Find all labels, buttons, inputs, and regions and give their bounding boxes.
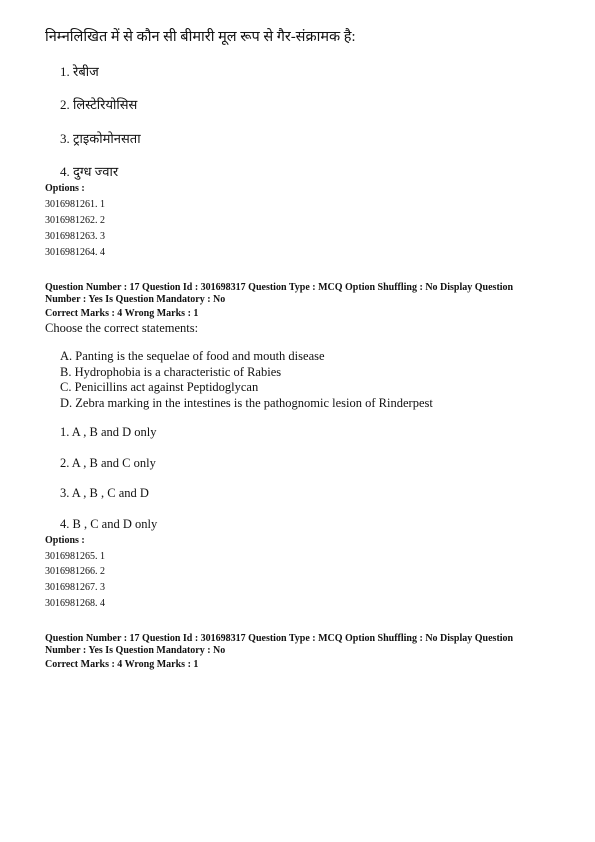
marks-line: Correct Marks : 4 Wrong Marks : 1 xyxy=(45,659,199,670)
question-meta-line: Question Number : 17 Question Id : 301698317 Question Type : MCQ Option Shuffling : No Display Question xyxy=(45,633,514,644)
option-id: 3016981262. 2 xyxy=(45,215,105,226)
option-id: 3016981267. 3 xyxy=(45,582,105,593)
question-text: Choose the correct statements: xyxy=(45,321,199,335)
answer-choice: 4. B , C and D only xyxy=(60,517,158,531)
answer-choice: 1. A , B and D only xyxy=(60,425,157,439)
question-meta-line: Question Number : 17 Question Id : 301698317 Question Type : MCQ Option Shuffling : No Display Question xyxy=(45,282,514,293)
answer-choice: 3. A , B , C and D xyxy=(60,486,149,500)
answer-choice: 2. A , B and C only xyxy=(60,456,156,470)
question-meta-line: Number : Yes Is Question Mandatory : No xyxy=(45,645,226,656)
answer-choice: 1. रेबीज xyxy=(60,64,99,79)
option-id: 3016981265. 1 xyxy=(45,551,105,562)
question-text: निम्नलिखित में से कौन सी बीमारी मूल रूप से गैर-संक्रामक है: xyxy=(45,29,356,45)
statement: A. Panting is the sequelae of food and mouth disease xyxy=(60,349,325,363)
option-id: 3016981261. 1 xyxy=(45,199,105,210)
statement: D. Zebra marking in the intestines is the pathognomic lesion of Rinderpest xyxy=(60,396,433,410)
answer-choice: 4. दुग्ध ज्वार xyxy=(60,164,119,179)
marks-line: Correct Marks : 4 Wrong Marks : 1 xyxy=(45,308,199,319)
option-id: 3016981268. 4 xyxy=(45,598,105,609)
answer-choice: 3. ट्राइकोमोनसता xyxy=(60,131,141,146)
statement: C. Penicillins act against Peptidoglycan xyxy=(60,380,259,394)
options-heading: Options : xyxy=(45,183,85,194)
option-id: 3016981266. 2 xyxy=(45,566,105,577)
answer-choice: 2. लिस्टेरियोसिस xyxy=(60,97,138,112)
option-id: 3016981264. 4 xyxy=(45,247,105,258)
options-heading: Options : xyxy=(45,535,85,546)
question-meta-line: Number : Yes Is Question Mandatory : No xyxy=(45,294,226,305)
statement: B. Hydrophobia is a characteristic of Rabies xyxy=(60,365,282,379)
option-id: 3016981263. 3 xyxy=(45,231,105,242)
